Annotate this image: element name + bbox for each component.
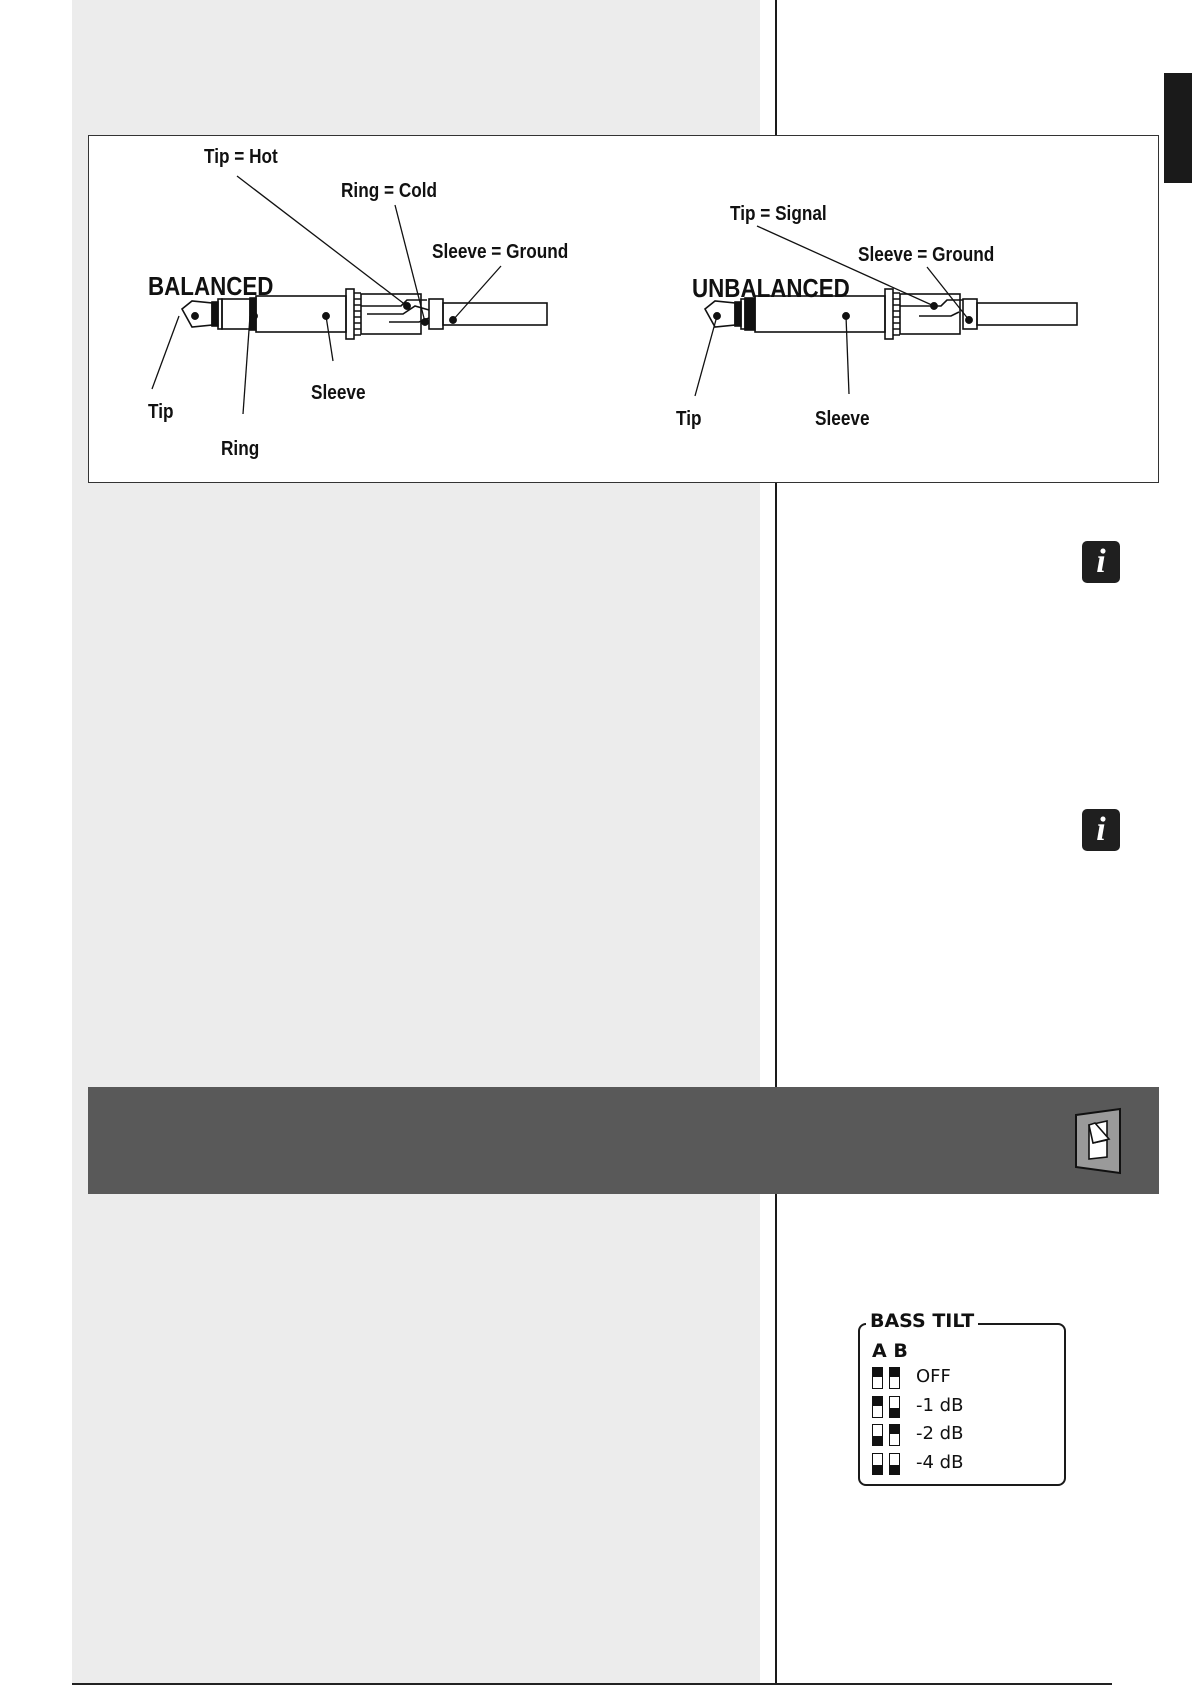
bass-tilt-row-label: OFF xyxy=(916,1366,951,1387)
bass-tilt-title: BASS TILT xyxy=(866,1310,978,1332)
bass-tilt-row-label: -2 dB xyxy=(916,1423,964,1444)
dip-switch-b xyxy=(889,1396,900,1418)
label-sleeve-unbalanced: Sleeve xyxy=(815,408,870,430)
balanced-thread xyxy=(354,293,361,335)
info-icon: i xyxy=(1082,809,1120,851)
bass-tilt-columns: A B xyxy=(872,1340,908,1362)
label-ring-cold: Ring = Cold xyxy=(341,180,438,202)
connector-diagram xyxy=(88,135,1159,483)
unbalanced-collar xyxy=(885,289,893,339)
balanced-clamp xyxy=(429,299,443,329)
label-tip-signal: Tip = Signal xyxy=(730,203,827,225)
leader-sleeve-ground-balanced xyxy=(453,266,501,320)
label-sleeve-ground-unbalanced: Sleeve = Ground xyxy=(858,244,995,266)
label-sleeve-balanced: Sleeve xyxy=(311,382,366,404)
label-sleeve-ground-balanced: Sleeve = Ground xyxy=(432,241,569,263)
unbalanced-clamp xyxy=(963,299,977,329)
leader-tip-unbalanced xyxy=(695,316,717,396)
dip-switch-b xyxy=(889,1453,900,1475)
bass-tilt-row-label: -1 dB xyxy=(916,1395,964,1416)
leader-tip-balanced xyxy=(152,316,179,389)
unbalanced-cable xyxy=(977,303,1077,325)
leader-sleeve-unbalanced xyxy=(846,316,849,394)
unbalanced-tip-insulator xyxy=(735,302,741,326)
label-tip-hot: Tip = Hot xyxy=(204,146,278,168)
title-balanced: BALANCED xyxy=(148,271,274,301)
unbalanced-thread xyxy=(893,293,900,335)
dip-switch-a xyxy=(872,1453,883,1475)
label-ring: Ring xyxy=(221,438,260,460)
label-tip-unbalanced: Tip xyxy=(676,408,702,430)
switch-icon xyxy=(1073,1107,1123,1175)
info-icon: i xyxy=(1082,541,1120,583)
dip-switch-a xyxy=(872,1396,883,1418)
balanced-collar xyxy=(346,289,354,339)
title-unbalanced: UNBALANCED xyxy=(692,273,850,303)
section-header-bar xyxy=(88,1087,1159,1194)
leader-ring xyxy=(243,316,250,414)
dip-switch-b xyxy=(889,1424,900,1446)
bass-tilt-row-label: -4 dB xyxy=(916,1452,964,1473)
dip-switch-b xyxy=(889,1367,900,1389)
label-tip-balanced: Tip xyxy=(148,401,174,423)
leader-sleeve-balanced xyxy=(326,316,333,361)
dip-switch-a xyxy=(872,1424,883,1446)
chapter-edge-tab xyxy=(1164,73,1192,183)
balanced-ring-shape xyxy=(222,299,250,329)
balanced-wires xyxy=(361,300,429,322)
balanced-tip-insulator xyxy=(212,302,218,326)
dip-switch-a xyxy=(872,1367,883,1389)
jack-drawings xyxy=(89,136,1160,484)
